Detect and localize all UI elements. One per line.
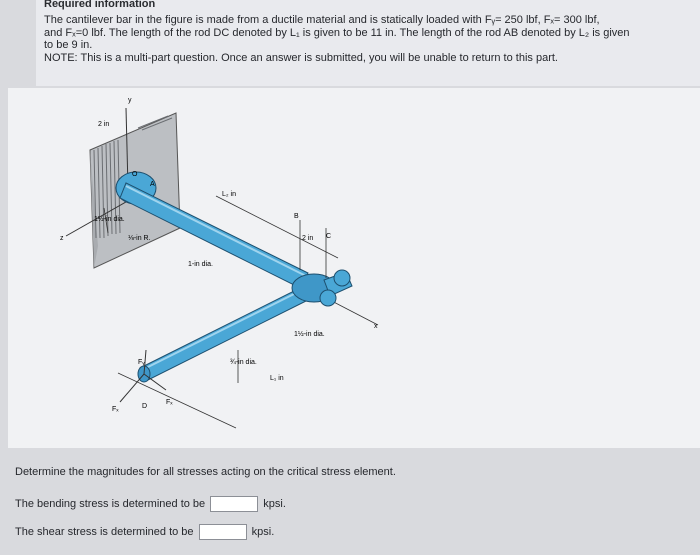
fx-label: Fₓ — [166, 399, 173, 406]
one-in-dia-label: 1-in dia. — [188, 261, 213, 268]
z-axis-label: z — [60, 235, 64, 242]
fy-label: Fᵧ — [138, 359, 145, 366]
o-label: O — [132, 171, 138, 178]
fz-label: Fₓ — [112, 406, 119, 413]
shear-stress-row — [15, 524, 274, 540]
bending-stress-label: The bending stress is determined to be — [15, 497, 206, 510]
x-axis-label: x — [374, 323, 378, 330]
d-label: D — [142, 403, 148, 410]
problem-statement — [44, 14, 684, 64]
radius-label: ⅛-in R. — [128, 235, 151, 242]
y-axis-label: y — [128, 97, 132, 104]
note-text: NOTE: This is a multi-part question. Once an answer is submitted, you will be unable to return to this part. — [44, 51, 558, 64]
statement-line-3: to be 9 in. — [44, 39, 93, 51]
bending-stress-row — [15, 496, 286, 512]
figure-panel — [8, 88, 700, 448]
dia-left-label: 1½-in dia. — [94, 216, 125, 223]
b-label: B — [294, 213, 299, 220]
rod-dc — [140, 284, 316, 380]
bending-stress-unit: kpsi. — [263, 498, 286, 510]
section-title: Required information — [44, 0, 156, 10]
shaft-end — [334, 270, 350, 286]
question-panel — [10, 458, 700, 555]
c-label: C — [326, 233, 332, 240]
dia-right-label: 1½-in dia. — [294, 331, 325, 338]
shaft-end-lower — [320, 290, 336, 306]
two-in-side-label: 2 in — [302, 235, 314, 242]
statement-line-1: The cantilever bar in the figure is made from a ductile material and is statically loaded with Fᵧ= 250 lbf, Fₓ= 300 lbf, — [44, 14, 600, 26]
statement-line-2: and Fₓ=0 lbf. The length of the rod DC denoted by L₁ is given to be 11 in. The length of the rod AB denoted by L₂ is given — [44, 26, 630, 39]
shear-stress-unit: kpsi. — [251, 526, 275, 538]
l1-label: L₁ in — [270, 375, 284, 382]
a-label: A — [150, 181, 155, 188]
two-in-top-label: 2 in — [98, 121, 110, 128]
l2-label: L₂ in — [222, 191, 237, 198]
bending-stress-input[interactable] — [210, 496, 258, 512]
question-prompt: Determine the magnitudes for all stresses acting on the critical stress element. — [15, 466, 396, 478]
dia-bottom-label: ¾-in dia. — [230, 359, 257, 366]
fz-arrow — [120, 374, 144, 402]
shear-stress-label: The shear stress is determined to be — [15, 525, 194, 538]
shear-stress-input[interactable] — [199, 524, 247, 540]
l1-dimension-line — [118, 373, 236, 428]
rod-dc-highlight — [142, 287, 308, 370]
cantilever-figure — [8, 88, 700, 448]
